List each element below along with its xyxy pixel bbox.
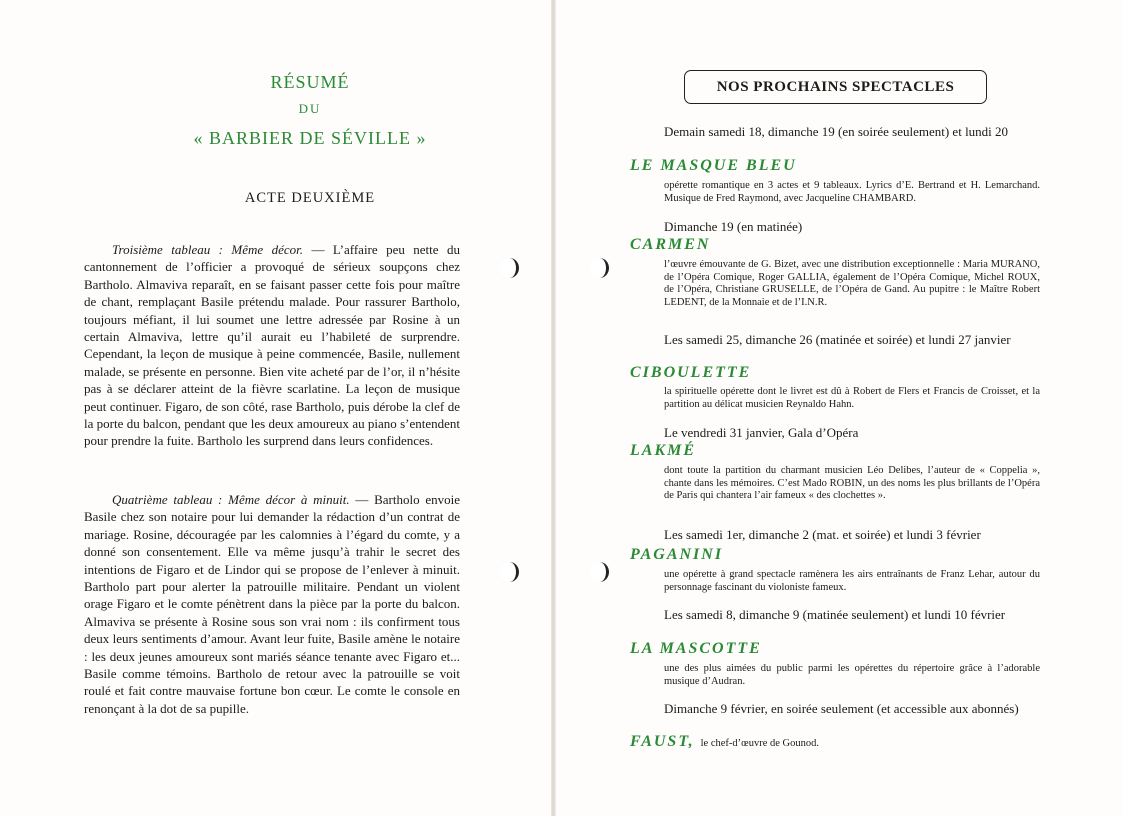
show-description: une opérette à grand spectacle ramènera les airs entraînants de Franz Lehar, autour du personnage fascinant du violoniste fameux. bbox=[664, 569, 1040, 593]
show-title: PAGANINI bbox=[630, 546, 724, 563]
show-title: LA MASCOTTE bbox=[630, 640, 762, 657]
show-description: opérette romantique en 3 actes et 9 tableaux. Lyrics d’E. Bertrand et H. Lemarchand. Musique de Fred Raymond, avec Jacqueline CHAMBARD. bbox=[664, 180, 1040, 204]
tableau-three-paragraph bbox=[84, 241, 460, 450]
show-title-faust bbox=[630, 733, 819, 751]
show-date: Les samedi 25, dimanche 26 (matinée et soirée) et lundi 27 janvier bbox=[664, 332, 1011, 347]
punch-hole bbox=[500, 562, 519, 582]
show-date: Dimanche 19 (en matinée) bbox=[664, 219, 803, 234]
show-date: Les samedi 8, dimanche 9 (matinée seulement) et lundi 10 février bbox=[664, 607, 1006, 622]
show-title: FAUST, bbox=[630, 733, 695, 750]
tableau-three-lead: Troisième tableau : Même décor. bbox=[112, 242, 304, 257]
show-description: la spirituelle opérette dont le livret est dû à Robert de Flers et Francis de Croisset, et la partition au délicat musicien Reynaldo Hahn. bbox=[664, 386, 1040, 410]
show-description: dont toute la partition du charmant musicien Léo Delibes, l’auteur de « Coppelia », chante dans les mémoires. C’est Mado ROBIN, un des noms les plus brillants de l’Opéra de Paris qui chantera l’air fameux « des clochettes ». bbox=[664, 465, 1040, 501]
show-title: CARMEN bbox=[630, 236, 711, 253]
show-description: le chef-d’œuvre de Gounod. bbox=[700, 738, 820, 749]
show-date: Le vendredi 31 janvier, Gala d’Opéra bbox=[664, 425, 859, 440]
summary-title-du: DU bbox=[298, 101, 322, 116]
punch-hole bbox=[500, 258, 519, 278]
tableau-four-text: — Bartholo envoie Basile chez son notaire pour lui demander la rédaction d’un contrat de mariage. Rosine, découragée par les calomnies à l’égard du comte, y a donné son consentement. Elle va même jusqu’à trahir le secret des intentions de Figaro et de Lindor qui se propose de l’enlever à minuit. Bartholo part pour alerter la patrouille militaire. Pendant un violent orage Figaro et le comte pénètrent dans la pièce par la porte du balcon. Almaviva se présente à Rosine sous son vrai nom : ils confirment tous deux leurs sentiments d’amour. Avant leur fuite, Basile amène le notaire : les deux jeunes amoureux sont mariés séance tenante avec Figaro et... Basile comme témoins. Bartholo de retour avec la patrouille se voit roulé et fait contre mauvaise fortune bon cœur. Le comte le console en renonçant à la dot de sa pupille. bbox=[84, 492, 460, 716]
show-title: CIBOULETTE bbox=[630, 364, 752, 381]
punch-hole bbox=[590, 258, 609, 278]
show-date: Demain samedi 18, dimanche 19 (en soirée seulement) et lundi 20 bbox=[664, 124, 1009, 139]
summary-title: RÉSUMÉ bbox=[270, 72, 350, 92]
show-date: Les samedi 1er, dimanche 2 (mat. et soirée) et lundi 3 février bbox=[664, 527, 981, 542]
tableau-three-text: — L’affaire peu nette du cantonnement de l’officier a provoqué de sérieux soupçons chez Bartholo. Almaviva reparaît, en se faisant passer cette fois pour maître de chant, remplaçant Basile prétendu malade. Pour rassurer Bartholo, toujours méfiant, il lui soumet une lettre adressée par Rosine à un certain Almaviva, lettre qu’il aurait eu l’habileté de surprendre. Cependant, la leçon de musique à peine commencée, Basile, nullement malade, se présente en personne. Bien vite acheté par de l’or, il n’hésite pas à se déclarer atteint de la fièvre scarlatine. La leçon de musique peut continuer. Figaro, de son côté, rase Bartholo, puis dérobe la clef de la porte du balcon, pendant que les deux amoureux au piano s’entendent pour prendre la fuite. Bartholo les surprend dans leurs confidences. bbox=[84, 242, 460, 449]
punch-hole bbox=[590, 562, 609, 582]
summary-title-opera: « BARBIER DE SÉVILLE » bbox=[193, 128, 427, 148]
tableau-four-paragraph bbox=[84, 491, 460, 717]
show-description: une des plus aimées du public parmi les opérettes du répertoire grâce à l’adorable musique d’Audran. bbox=[664, 663, 1040, 687]
upcoming-shows-title: NOS PROCHAINS SPECTACLES bbox=[684, 70, 987, 104]
tableau-four-lead: Quatrième tableau : Même décor à minuit. bbox=[112, 492, 350, 507]
show-date: Dimanche 9 février, en soirée seulement (et accessible aux abonnés) bbox=[664, 701, 1019, 716]
show-title: LAKMÉ bbox=[630, 442, 697, 459]
show-title: LE MASQUE BLEU bbox=[630, 157, 797, 174]
act-heading: ACTE DEUXIÈME bbox=[244, 190, 376, 206]
show-description: l’œuvre émouvante de G. Bizet, avec une distribution exceptionnelle : Maria MURANO, de l’Opéra Comique, Roger GALLIA, également de l’Opéra Comique, Michel ROUX, de l’Opéra, Christiane GRUSELLE, de l’Opéra de Gand. Au pupitre : le Maître Robert LEDENT, de la Monnaie et de l’I.N.R. bbox=[664, 259, 1040, 308]
